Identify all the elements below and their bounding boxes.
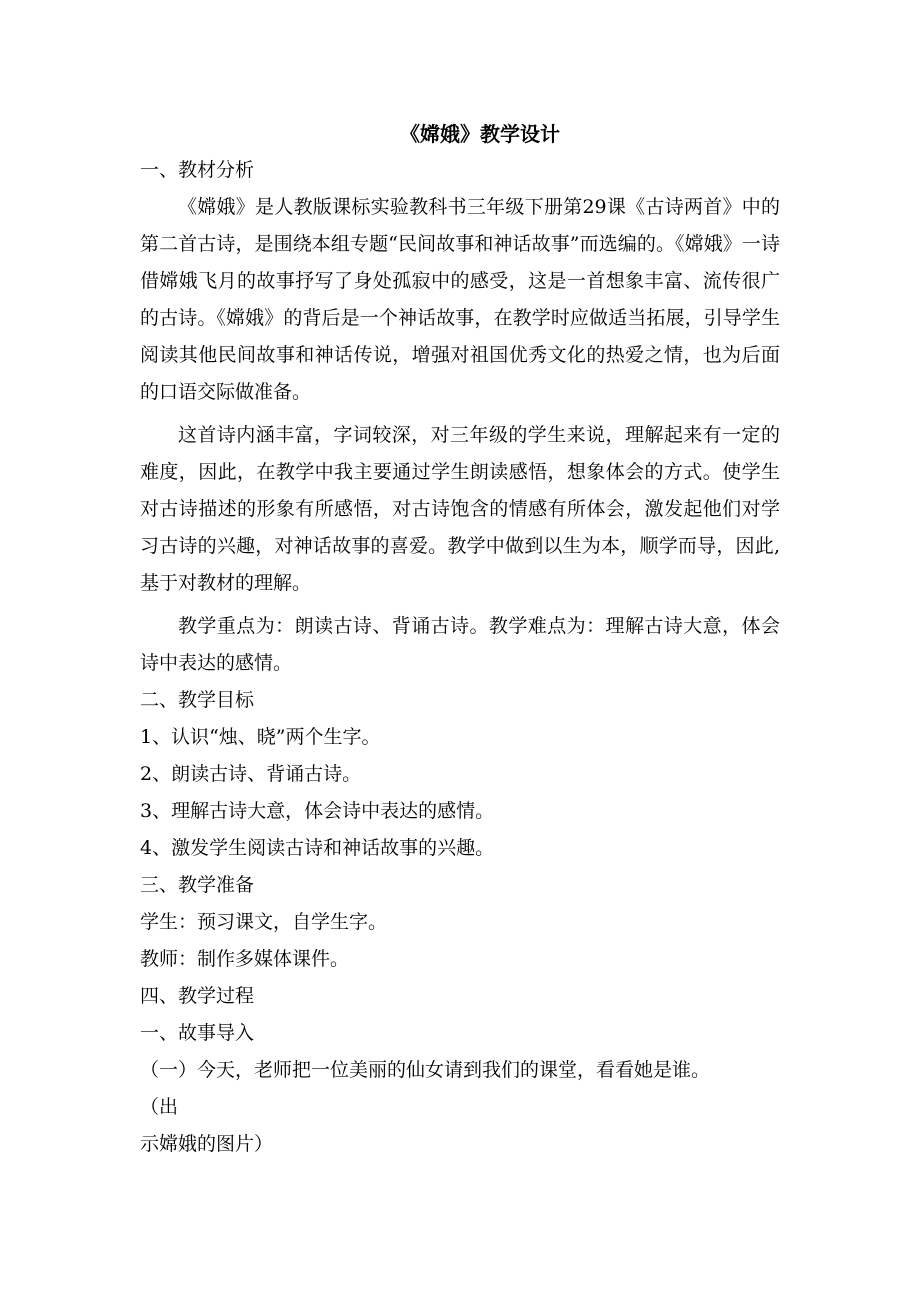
paragraph-analysis-3: 教学重点为：朗读古诗、背诵古诗。教学难点为：理解古诗大意，体会诗中表达的感情。 xyxy=(140,615,780,674)
paragraph-analysis-2: 这首诗内涵丰富，字词较深，对三年级的学生来说，理解起来有一定的难度，因此，在教学中我主要通过学生朗读感悟，想象体会的方式。使学生对古诗描述的形象有所感悟，对古诗饱含的情感有所体会，激发起他们对学习古诗的兴趣，对神话故事的喜爱。教学中做到以生为本，顺学而导，因此,基于对教材的理解。 xyxy=(140,424,780,594)
preparation-item: 教师：制作多媒体课件。 xyxy=(140,948,350,970)
goal-item: 1、认识“烛、晓”两个生字。 xyxy=(140,726,381,748)
subsection-heading-story-intro: 一、故事导入 xyxy=(140,1022,255,1044)
section-heading-textbook-analysis: 一、教材分析 xyxy=(140,159,255,181)
goal-item: 4、激发学生阅读古诗和神话故事的兴趣。 xyxy=(140,837,495,859)
document-page xyxy=(140,116,780,1163)
preparation-item: 学生：预习课文，自学生字。 xyxy=(140,911,388,933)
document-title: 《嫦娥》教学设计 xyxy=(400,122,560,146)
process-line: 示嫦娥的图片） xyxy=(140,1133,274,1155)
paragraph-analysis-1: 《嫦娥》是人教版课标实验教科书三年级下册第29课《古诗两首》中的第二首古诗，是围绕本组专题“民间故事和神话故事”而选编的。《嫦娥》一诗借嫦娥飞月的故事抒写了身处孤寂中的感受，这是一首想象丰富、流传很广的古诗。《嫦娥》的背后是一个神话故事，在教学时应做适当拓展，引导学生阅读其他民间故事和神话传说，增强对祖国优秀文化的热爱之情，也为后面的口语交际做准备。 xyxy=(140,196,780,403)
section-heading-teaching-goals: 二、教学目标 xyxy=(140,689,255,711)
goal-item: 3、理解古诗大意，体会诗中表达的感情。 xyxy=(140,800,495,822)
process-line: （出 xyxy=(140,1096,179,1118)
section-heading-preparation: 三、教学准备 xyxy=(140,874,255,896)
section-heading-teaching-process: 四、教学过程 xyxy=(140,985,255,1007)
process-line: （一）今天，老师把一位美丽的仙女请到我们的课堂，看看她是谁。 xyxy=(140,1059,711,1081)
goal-item: 2、朗读古诗、背诵古诗。 xyxy=(140,763,362,785)
